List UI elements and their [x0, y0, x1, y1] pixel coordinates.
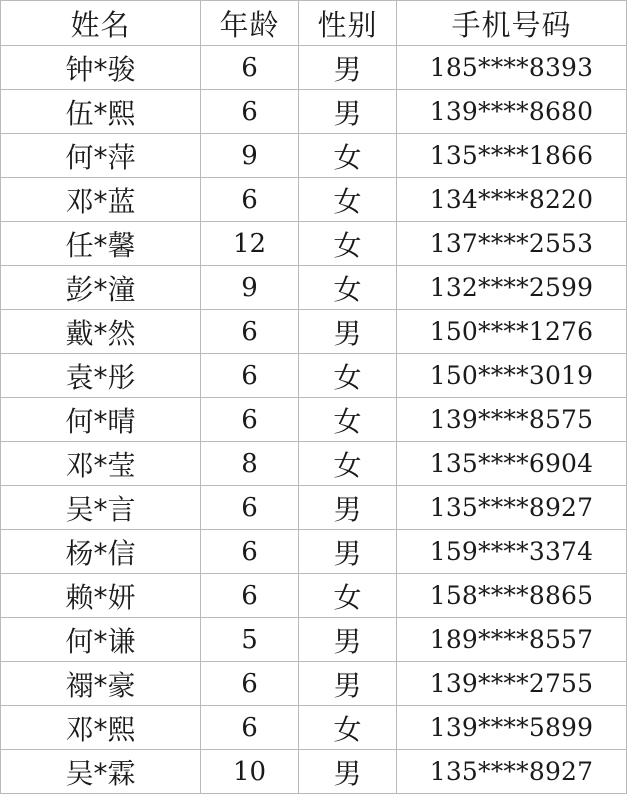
table-body: [1, 46, 627, 794]
cell-phone: 139****8680: [397, 90, 627, 134]
cell-name: 何*萍: [1, 134, 201, 178]
cell-phone: 134****8220: [397, 178, 627, 222]
header-gender: 性别: [299, 1, 397, 46]
cell-gender: 女: [299, 398, 397, 442]
cell-gender: 男: [299, 530, 397, 574]
cell-age: 6: [201, 178, 299, 222]
cell-age: 9: [201, 134, 299, 178]
cell-phone: 135****1866: [397, 134, 627, 178]
cell-phone: 132****2599: [397, 266, 627, 310]
cell-name: 彭*潼: [1, 266, 201, 310]
cell-name: 任*馨: [1, 222, 201, 266]
cell-gender: 女: [299, 222, 397, 266]
header-name: 姓名: [1, 1, 201, 46]
cell-name: 禤*豪: [1, 662, 201, 706]
cell-phone: 139****8575: [397, 398, 627, 442]
cell-phone: 139****2755: [397, 662, 627, 706]
cell-name: 何*谦: [1, 618, 201, 662]
cell-age: 6: [201, 486, 299, 530]
cell-gender: 男: [299, 46, 397, 90]
cell-phone: 135****8927: [397, 486, 627, 530]
table-row: [1, 486, 627, 530]
cell-name: 伍*熙: [1, 90, 201, 134]
table-row: [1, 618, 627, 662]
header-row: [1, 1, 627, 46]
cell-gender: 男: [299, 310, 397, 354]
cell-phone: 137****2553: [397, 222, 627, 266]
cell-phone: 135****6904: [397, 442, 627, 486]
cell-age: 6: [201, 398, 299, 442]
cell-name: 杨*信: [1, 530, 201, 574]
cell-name: 吴*言: [1, 486, 201, 530]
table-row: [1, 266, 627, 310]
cell-name: 袁*彤: [1, 354, 201, 398]
cell-gender: 女: [299, 178, 397, 222]
table-row: [1, 530, 627, 574]
cell-gender: 女: [299, 354, 397, 398]
cell-gender: 男: [299, 486, 397, 530]
cell-age: 10: [201, 750, 299, 794]
cell-gender: 女: [299, 574, 397, 618]
table-header: [1, 1, 627, 46]
cell-age: 6: [201, 574, 299, 618]
cell-name: 吴*霖: [1, 750, 201, 794]
cell-gender: 男: [299, 618, 397, 662]
cell-age: 6: [201, 90, 299, 134]
cell-name: 赖*妍: [1, 574, 201, 618]
cell-name: 邓*蓝: [1, 178, 201, 222]
cell-age: 6: [201, 354, 299, 398]
table-row: [1, 662, 627, 706]
cell-phone: 159****3374: [397, 530, 627, 574]
cell-gender: 女: [299, 442, 397, 486]
table-row: [1, 46, 627, 90]
table-row: [1, 750, 627, 794]
table-row: [1, 398, 627, 442]
table-row: [1, 706, 627, 750]
cell-name: 钟*骏: [1, 46, 201, 90]
cell-age: 6: [201, 706, 299, 750]
header-age: 年龄: [201, 1, 299, 46]
table-row: [1, 90, 627, 134]
cell-age: 6: [201, 46, 299, 90]
table-row: [1, 442, 627, 486]
cell-gender: 女: [299, 134, 397, 178]
cell-age: 6: [201, 310, 299, 354]
cell-name: 何*晴: [1, 398, 201, 442]
cell-age: 6: [201, 662, 299, 706]
cell-age: 9: [201, 266, 299, 310]
table-row: [1, 574, 627, 618]
table-row: [1, 354, 627, 398]
cell-age: 8: [201, 442, 299, 486]
cell-gender: 女: [299, 706, 397, 750]
cell-name: 戴*然: [1, 310, 201, 354]
cell-age: 5: [201, 618, 299, 662]
header-phone: 手机号码: [397, 1, 627, 46]
cell-phone: 139****5899: [397, 706, 627, 750]
table-row: [1, 134, 627, 178]
cell-phone: 150****3019: [397, 354, 627, 398]
table-row: [1, 178, 627, 222]
cell-gender: 男: [299, 750, 397, 794]
cell-name: 邓*熙: [1, 706, 201, 750]
cell-gender: 男: [299, 662, 397, 706]
table-row: [1, 222, 627, 266]
cell-phone: 185****8393: [397, 46, 627, 90]
cell-gender: 女: [299, 266, 397, 310]
cell-phone: 150****1276: [397, 310, 627, 354]
cell-phone: 158****8865: [397, 574, 627, 618]
table-row: [1, 310, 627, 354]
cell-phone: 135****8927: [397, 750, 627, 794]
cell-gender: 男: [299, 90, 397, 134]
cell-name: 邓*莹: [1, 442, 201, 486]
cell-phone: 189****8557: [397, 618, 627, 662]
cell-age: 12: [201, 222, 299, 266]
cell-age: 6: [201, 530, 299, 574]
